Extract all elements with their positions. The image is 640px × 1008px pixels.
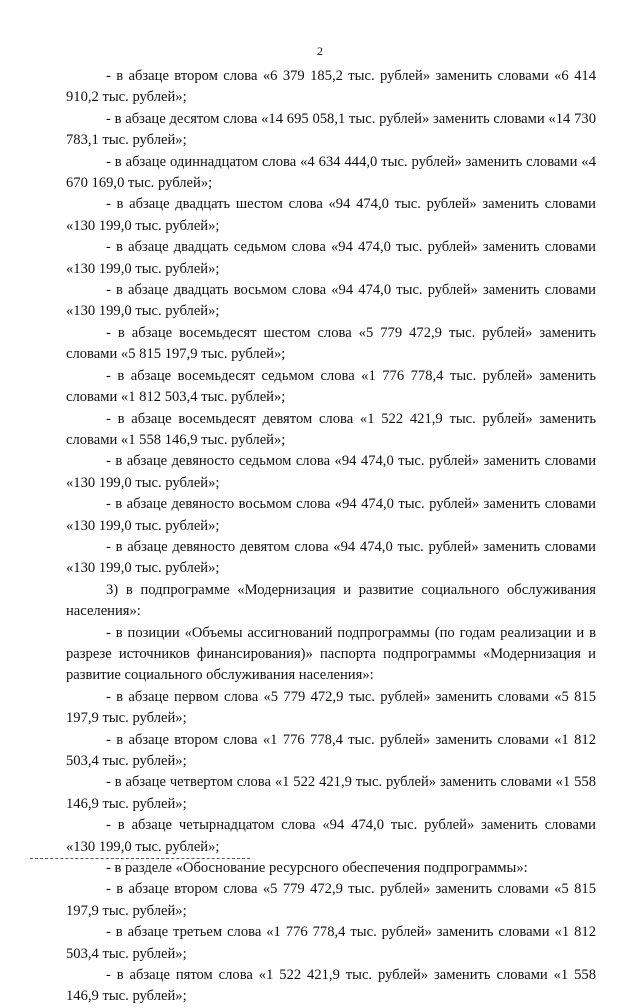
paragraph: - в абзаце десятом слова «14 695 058,1 тыс. рублей» заменить словами «14 730 783,1 тыс. рублей»; <box>66 110 596 149</box>
paragraph: - в абзаце двадцать шестом слова «94 474,0 тыс. рублей» заменить словами «130 199,0 тыс. рублей»; <box>66 196 596 234</box>
paragraph: - в абзаце пятом слова «1 522 421,9 тыс. рублей» заменить словами «1 558 146,9 тыс. рублей»; <box>66 967 596 1005</box>
paragraph: - в абзаце двадцать восьмом слова «94 474,0 тыс. рублей» заменить словами «130 199,0 тыс. рублей»; <box>66 282 596 320</box>
paragraph: - в абзаце девяносто восьмом слова «94 474,0 тыс. рублей» заменить словами «130 199,0 тыс. рублей»; <box>66 496 596 534</box>
paragraph: - в абзаце втором слова «1 776 778,4 тыс. рублей» заменить словами «1 812 503,4 тыс. рублей»; <box>66 731 596 769</box>
paragraph: - в абзаце восемьдесят шестом слова «5 779 472,9 тыс. рублей» заменить словами «5 815 197,9 тыс. рублей»; <box>66 324 596 363</box>
paragraph: - в позиции «Объемы ассигнований подпрограммы (по годам реализации и в разрезе источников финансирования)» паспорта подпрограммы «Модернизация и развитие социального обслуживания населения»: <box>66 624 596 684</box>
paragraph: - в абзаце втором слова «6 379 185,2 тыс. рублей» заменить словами «6 414 910,2 тыс. рублей»; <box>66 68 596 106</box>
paragraph: - в абзаце четырнадцатом слова «94 474,0 тыс. рублей» заменить словами «130 199,0 тыс. рублей»; <box>66 817 596 855</box>
paragraph: - в абзаце девяносто седьмом слова «94 474,0 тыс. рублей» заменить словами «130 199,0 тыс. рублей»; <box>66 453 596 491</box>
paragraph: - в абзаце четвертом слова «1 522 421,9 тыс. рублей» заменить словами «1 558 146,9 тыс. рублей»; <box>66 774 596 812</box>
paragraph: - в абзаце восемьдесят седьмом слова «1 776 778,4 тыс. рублей» заменить словами «1 812 503,4 тыс. рублей»; <box>66 367 596 406</box>
paragraph: - в абзаце двадцать седьмом слова «94 474,0 тыс. рублей» заменить словами «130 199,0 тыс. рублей»; <box>66 239 596 277</box>
paragraph: - в абзаце девяносто девятом слова «94 474,0 тыс. рублей» заменить словами «130 199,0 тыс. рублей»; <box>66 538 596 577</box>
footer-divider <box>30 858 250 859</box>
paragraph: - в абзаце третьем слова «1 776 778,4 тыс. рублей» заменить словами «1 812 503,4 тыс. рублей»; <box>66 924 596 962</box>
paragraph: - в разделе «Обоснование ресурсного обеспечения подпрограммы»: <box>106 860 528 877</box>
page-number: 2 <box>317 44 323 58</box>
paragraph: - в абзаце одиннадцатом слова «4 634 444,0 тыс. рублей» заменить словами «4 670 169,0 тыс. рублей»; <box>66 153 596 192</box>
paragraph: - в абзаце первом слова «5 779 472,9 тыс. рублей» заменить словами «5 815 197,9 тыс. рублей»; <box>66 688 596 727</box>
paragraph: - в абзаце втором слова «5 779 472,9 тыс. рублей» заменить словами «5 815 197,9 тыс. рублей»; <box>66 881 596 919</box>
paragraph: 3) в подпрограмме «Модернизация и развитие социального обслуживания населения»: <box>66 581 596 620</box>
paragraph: - в абзаце восемьдесят девятом слова «1 522 421,9 тыс. рублей» заменить словами «1 558 146,9 тыс. рублей»; <box>66 410 596 448</box>
document-body <box>66 66 596 1008</box>
